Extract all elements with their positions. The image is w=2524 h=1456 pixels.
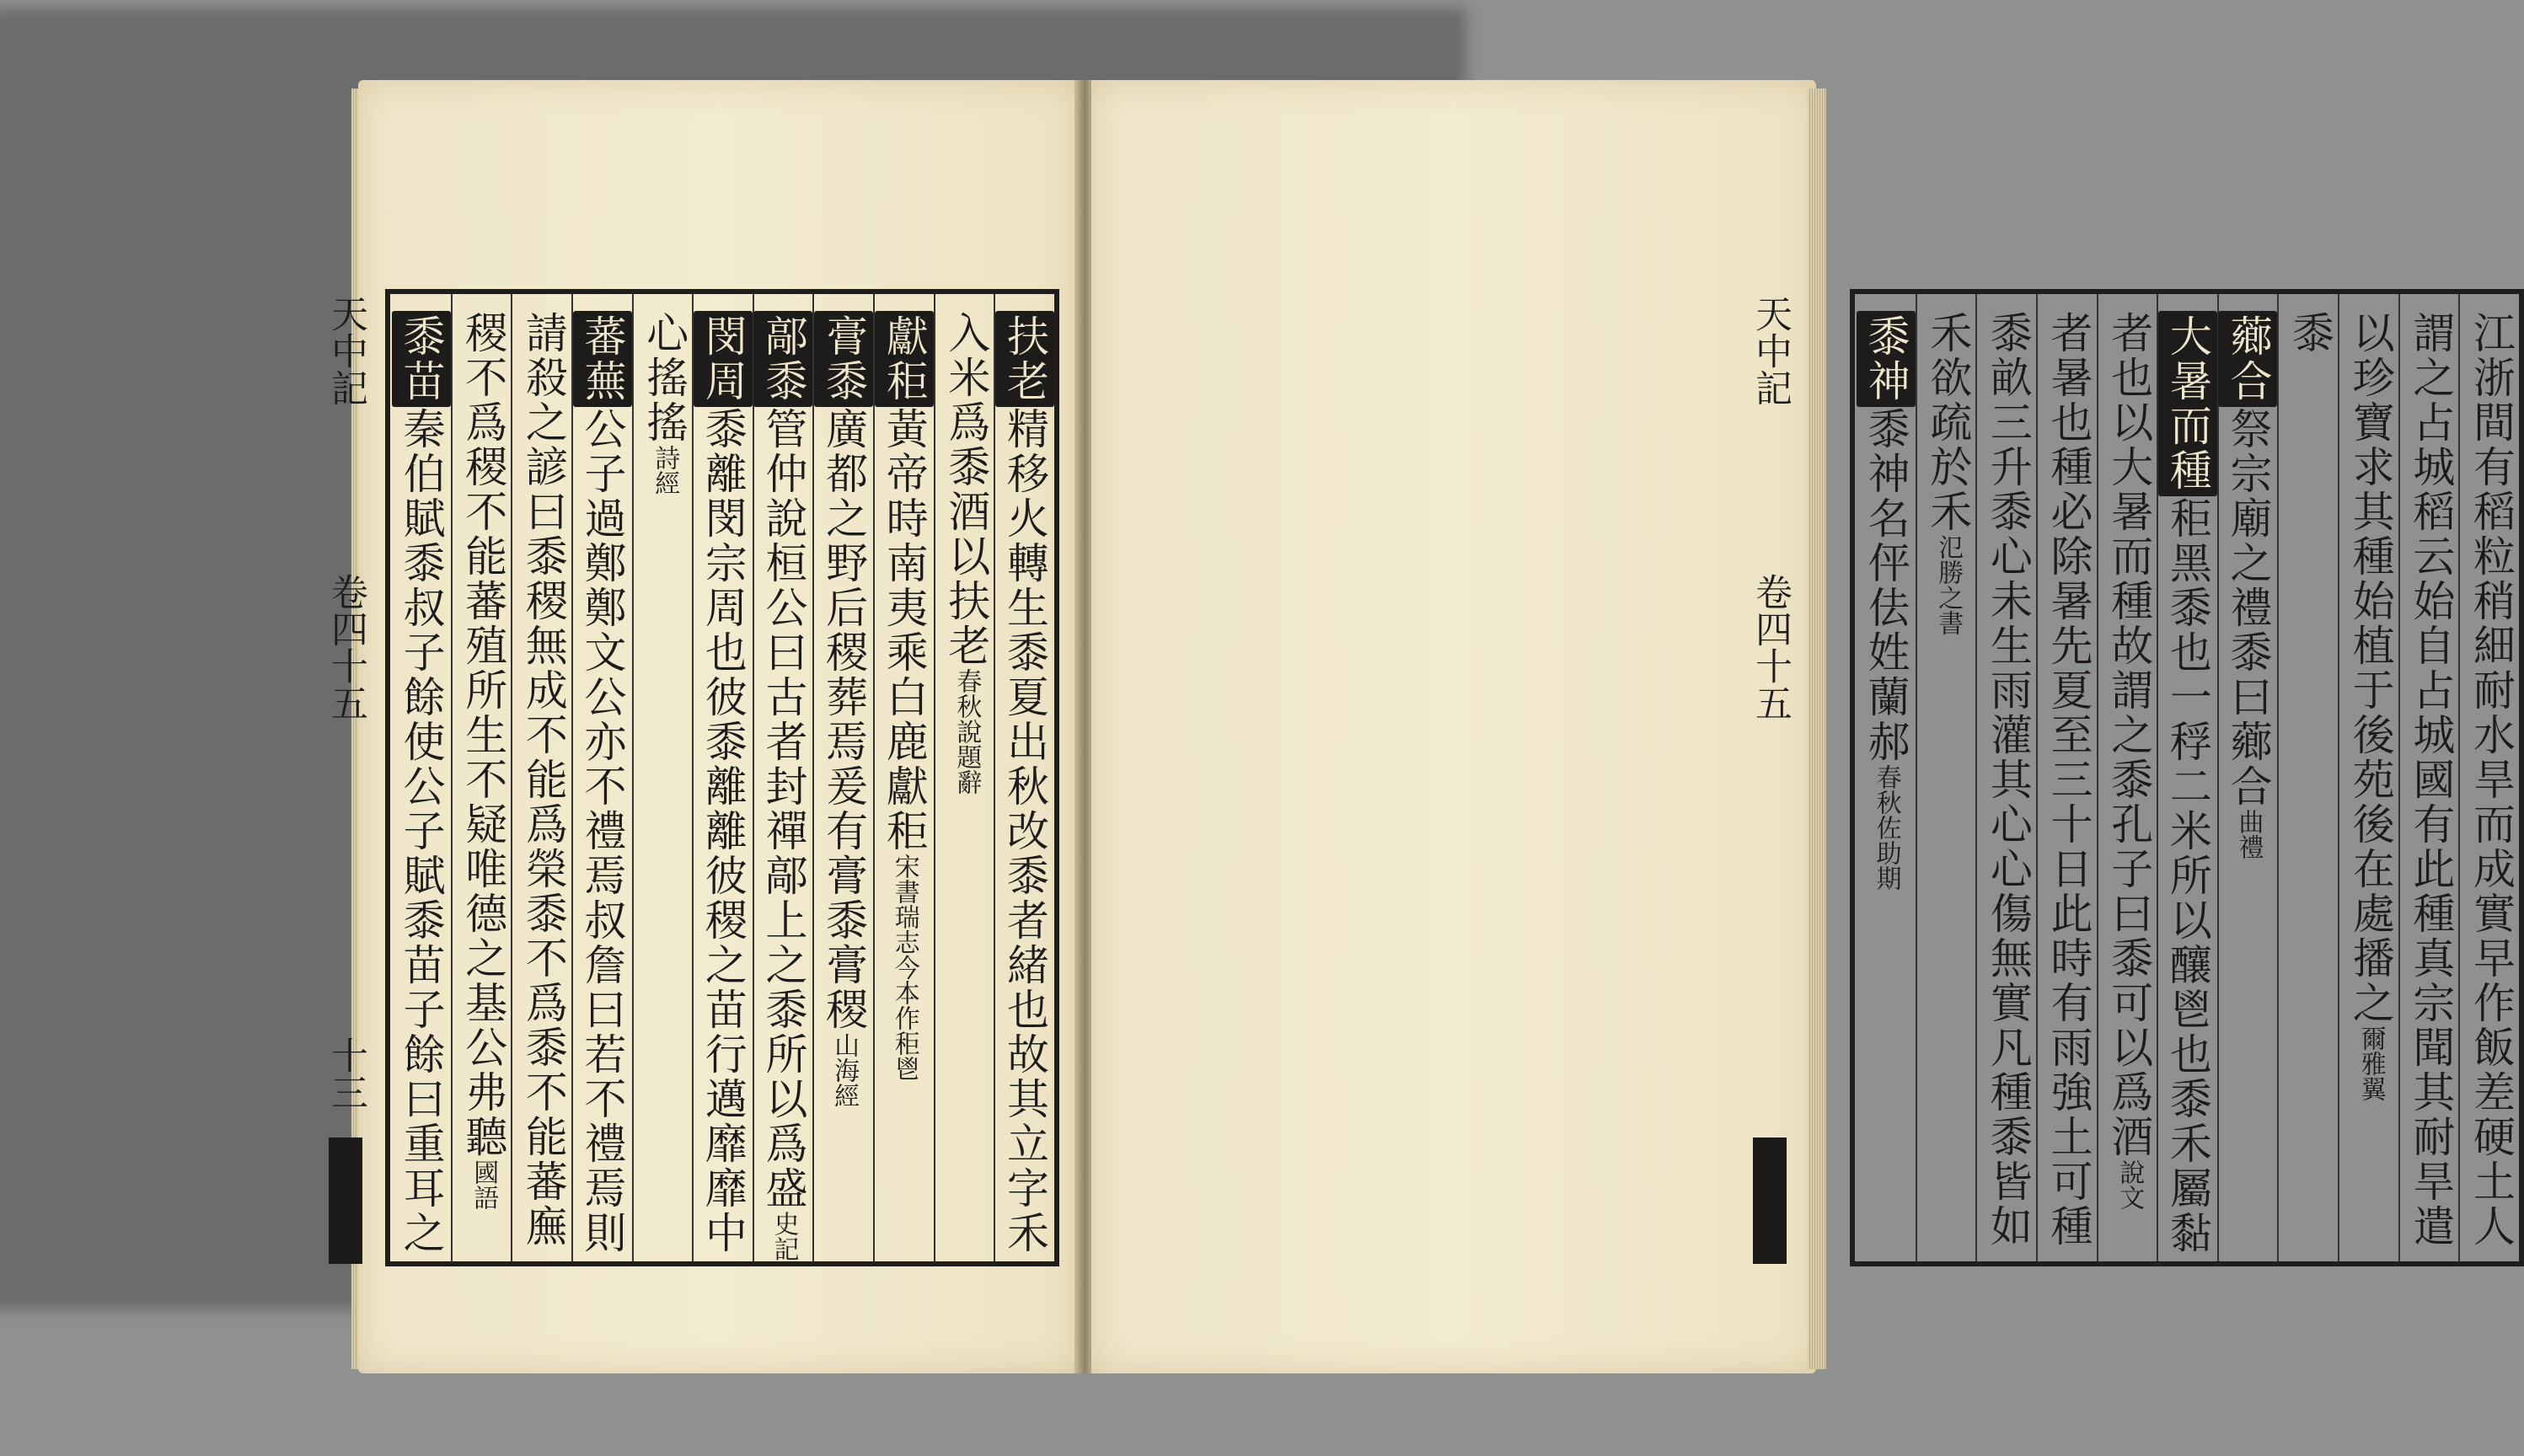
source-note: 氾勝之書	[1933, 534, 1964, 635]
source-note: 史記	[769, 1211, 799, 1261]
left-text-column	[571, 294, 632, 1261]
column-text: 禾欲疏於禾	[1923, 311, 1973, 534]
left-text-column	[511, 294, 571, 1261]
column-text: 公子過鄭鄭文公亦不禮焉叔詹曰若不禮焉則	[577, 407, 627, 1255]
left-margin-column	[324, 295, 375, 1264]
left-text-column	[451, 294, 512, 1261]
column-text: 黍神名伻佉姓蘭郝	[1861, 407, 1910, 764]
left-text-column	[873, 294, 934, 1261]
right-margin-title: 天中記	[1749, 295, 1792, 406]
column-text: 請殺之諺曰黍稷無成不能爲榮黍不爲黍不能蕃廡	[518, 311, 568, 1249]
right-text-column	[1855, 294, 1916, 1261]
column-text: 黍離閔宗周也彼黍離離彼稷之苗行邁靡靡中	[698, 407, 748, 1255]
column-text: 廣都之野后稷葬焉爰有膏黍膏稷	[819, 407, 869, 1032]
left-text-frame	[385, 289, 1059, 1266]
column-text: 以珍寶求其種始植于後苑後在處播之	[2345, 311, 2395, 1025]
column-text: 黍	[2286, 311, 2335, 356]
right-page-edge	[1808, 88, 1826, 1369]
right-text-column	[1975, 294, 2036, 1261]
column-text: 稷不爲稷不能蕃殖所生不疑唯德之基公弗聽	[458, 311, 508, 1159]
left-margin-title: 天中記	[324, 295, 367, 406]
left-text-column	[632, 294, 693, 1261]
entry-heading-tag: 扶老	[995, 311, 1054, 407]
source-note: 詩經	[650, 445, 680, 495]
source-note: 春秋佐助期	[1871, 764, 1901, 891]
right-text-column	[2458, 294, 2519, 1261]
left-text-column	[812, 294, 873, 1261]
source-note: 爾雅翼	[2355, 1025, 2386, 1101]
right-text-column	[2036, 294, 2097, 1261]
right-text-column	[2217, 294, 2278, 1261]
entry-heading-tag: 閔周	[694, 311, 753, 407]
right-margin-fishtail	[1753, 1138, 1787, 1264]
column-text: 者也以大暑而種故謂之黍孔子曰黍可以爲酒	[2104, 311, 2154, 1159]
left-text-column	[994, 294, 1054, 1261]
entry-heading-tag: 獻秬	[875, 311, 934, 407]
column-text: 謂之占城稻云始自占城國有此種真宗聞其耐旱遣	[2406, 311, 2456, 1249]
right-text-column	[1916, 294, 1976, 1261]
column-text: 黃帝時南夷乘白鹿獻秬	[879, 407, 929, 854]
left-text-column	[753, 294, 813, 1261]
entry-heading-tag: 膏黍	[814, 311, 873, 407]
left-text-column	[390, 294, 451, 1261]
column-text: 者暑也種必除暑先夏至三十日此時有雨強土可種	[2044, 311, 2093, 1249]
column-text: 黍畝三升黍心未生雨灌其心心傷無實凡種黍皆如	[1983, 311, 2033, 1249]
right-text-column	[2097, 294, 2157, 1261]
left-margin-fishtail	[329, 1138, 362, 1264]
source-note: 山海經	[829, 1032, 860, 1108]
left-margin-leaf: 十三	[324, 1036, 367, 1111]
column-text: 管仲說桓公曰古者封禪鄗上之黍所以爲盛	[758, 407, 808, 1211]
right-text-frame	[1850, 289, 2524, 1266]
column-text: 入米爲黍酒以扶老	[941, 311, 991, 668]
entry-heading-tag: 鄗黍	[753, 311, 812, 407]
left-text-column	[692, 294, 753, 1261]
right-text-column	[2277, 294, 2338, 1261]
right-text-column	[2398, 294, 2459, 1261]
entry-heading-tag: 蕃蕪	[573, 311, 632, 407]
right-margin-column	[1749, 295, 1791, 1264]
column-text: 精移火轉生黍夏出秋改黍者緒也故其立字禾	[1000, 407, 1049, 1255]
source-note: 宋書瑞志今本作秬鬯	[889, 854, 919, 1081]
entry-heading-tag: 大暑而種	[2158, 311, 2217, 496]
source-note: 國語	[469, 1159, 499, 1210]
source-note: 說文	[2114, 1159, 2145, 1210]
column-text: 祭宗廟之禮黍曰薌合	[2223, 407, 2273, 809]
entry-heading-tag: 黍苗	[392, 311, 451, 407]
left-margin-volume: 卷四十五	[324, 573, 367, 721]
column-text: 江浙間有稻粒稍細耐水旱而成實早作飯差硬土人	[2467, 311, 2516, 1249]
column-text: 秦伯賦黍叔子餘使公子賦黍苗子餘曰重耳之	[396, 407, 446, 1255]
right-page	[1091, 80, 2516, 1373]
entry-heading-tag: 薌合	[2218, 311, 2277, 407]
right-margin-volume: 卷四十五	[1749, 573, 1792, 721]
column-text: 心搖搖	[640, 311, 689, 445]
entry-heading-tag: 黍神	[1857, 311, 1916, 407]
left-text-column	[934, 294, 994, 1261]
source-note: 曲禮	[2233, 809, 2264, 859]
column-text: 秬黑黍也一稃二米所以釀鬯也黍禾屬黏	[2162, 496, 2212, 1255]
left-page	[358, 80, 1079, 1373]
right-text-column	[2157, 294, 2217, 1261]
right-text-column	[2338, 294, 2398, 1261]
open-book	[324, 80, 2516, 1378]
source-note: 春秋說題辭	[951, 668, 982, 795]
